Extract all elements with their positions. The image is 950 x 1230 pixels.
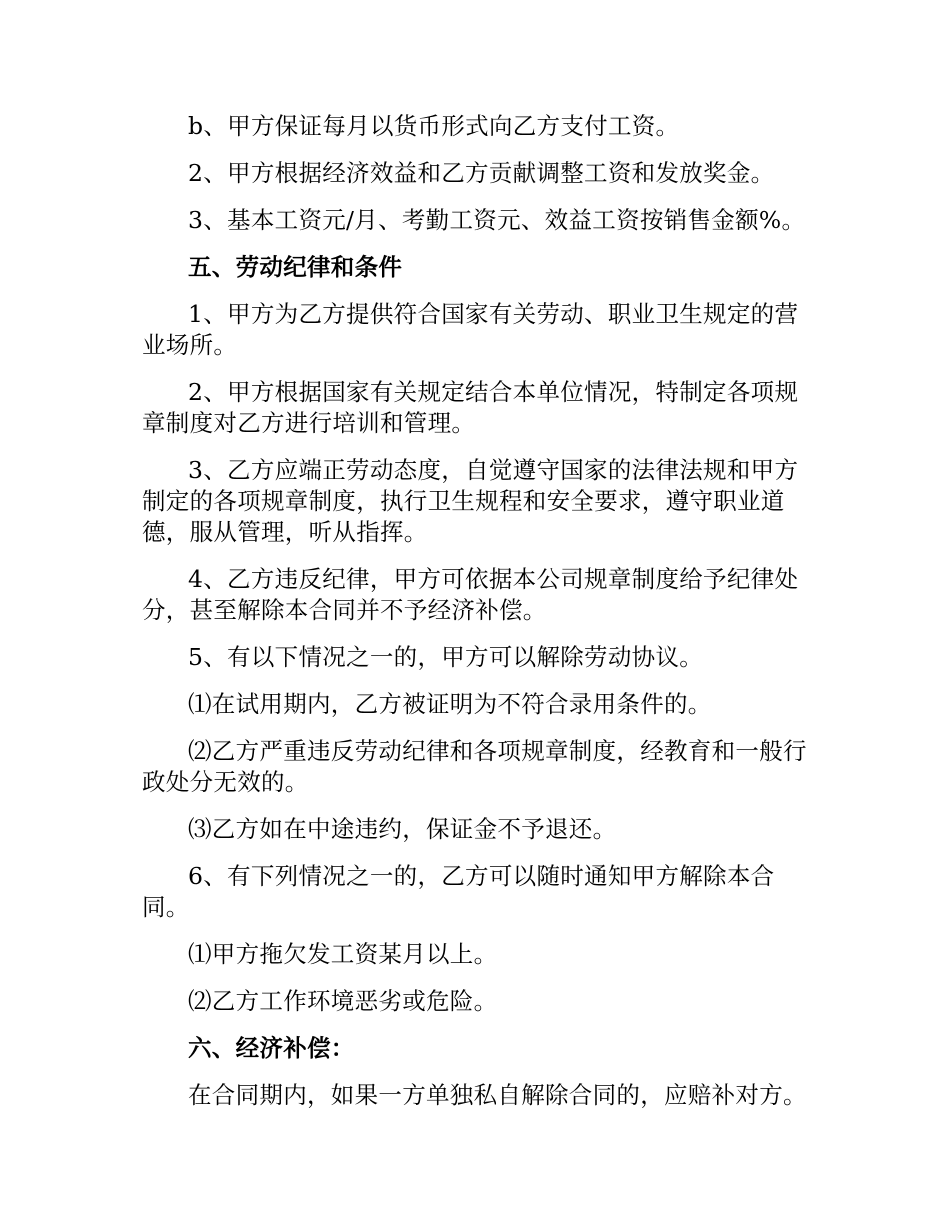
list-item-breach-deposit: ⑶乙方如在中途违约，保证金不予退还。 [188,815,617,843]
paragraph-discipline-3: 3、乙方应端正劳动态度，自觉遵守国家的法律法规和甲方制定的各项规章制度，执行卫生规程和安全要求，遵守职业道德，服从管理，听从指挥。 [142,456,799,546]
list-item-wage-arrears: ⑴甲方拖欠发工资某月以上。 [188,940,498,968]
list-item-probation: ⑴在试用期内，乙方被证明为不符合录用条件的。 [188,690,712,718]
paragraph-discipline-5: 5、有以下情况之一的，甲方可以解除劳动协议。 [188,643,704,671]
document-body [142,111,822,1111]
list-item-serious-violation: ⑵乙方严重违反劳动纪律和各项规章制度，经教育和一般行政处分无效的。 [142,737,807,796]
paragraph-compensation: 在合同期内，如果一方单独私自解除合同的，应赔补对方。 [188,1081,807,1109]
paragraph-basic-wage: 3、基本工资元/月、考勤工资元、效益工资按销售金额%。 [188,206,806,234]
paragraph-discipline-6: 6、有下列情况之一的，乙方可以随时通知甲方解除本合同。 [142,862,775,921]
list-item-bad-environment: ⑵乙方工作环境恶劣或危险。 [188,987,498,1015]
paragraph-wage-adjustment: 2、甲方根据经济效益和乙方贡献调整工资和发放奖金。 [188,159,775,187]
section-heading-labor-discipline: 五、劳动纪律和条件 [188,253,403,281]
section-heading-compensation: 六、经济补偿： [188,1034,355,1062]
paragraph-discipline-1: 1、甲方为乙方提供符合国家有关劳动、职业卫生规定的营业场所。 [142,300,799,359]
paragraph-discipline-4: 4、乙方违反纪律，甲方可依据本公司规章制度给予纪律处分，甚至解除本合同并不予经济补偿。 [142,565,799,624]
paragraph-discipline-2: 2、甲方根据国家有关规定结合本单位情况，特制定各项规章制度对乙方进行培训和管理。 [142,378,799,437]
paragraph-wage-currency: b、甲方保证每月以货币形式向乙方支付工资。 [188,112,680,140]
